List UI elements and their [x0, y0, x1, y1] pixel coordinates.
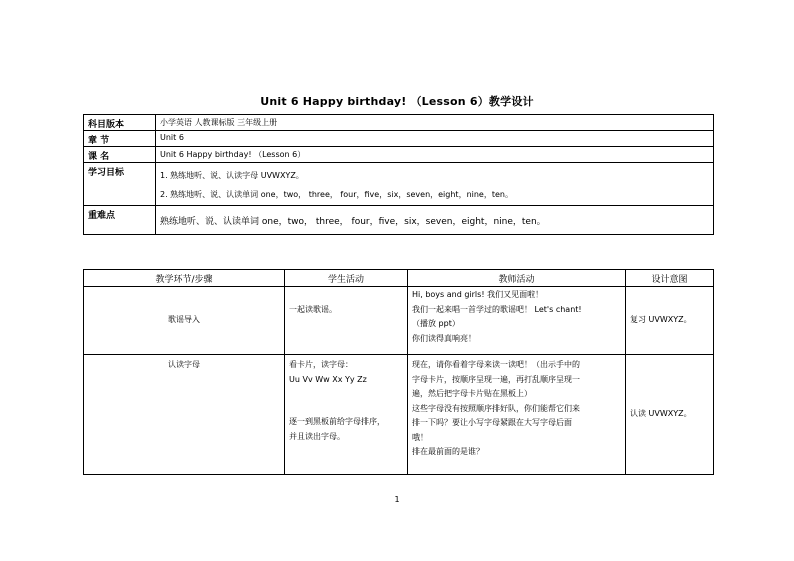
info-row-lesson: [84, 147, 714, 163]
info-label: 科目版本: [84, 115, 156, 131]
info-value: Unit 6: [156, 131, 714, 147]
teacher-cell: [408, 355, 626, 475]
teacher-line: 你们读得真响亮！: [412, 333, 476, 343]
goals-cell: [156, 163, 714, 206]
info-row-subject: [84, 115, 714, 131]
student-line: 看卡片，读字母：: [289, 360, 353, 369]
activity-row-chant: [84, 287, 714, 355]
goals-label: 学习目标: [84, 163, 156, 206]
info-label: 章 节: [84, 131, 156, 147]
header-teacher: 教师活动: [408, 270, 626, 287]
course-info-table: [83, 114, 714, 235]
teacher-line: 字母卡片，按顺序呈现一遍，再打乱顺序呈现一: [412, 374, 580, 384]
teacher-cell: [408, 287, 626, 355]
teacher-line: 现在，请你看着字母来读一读吧！（出示手中的: [412, 360, 580, 369]
info-value: 小学英语 人教课标版 三年级上册: [156, 115, 714, 131]
teacher-line: 遍，然后把字母卡片贴在黑板上）: [412, 389, 532, 398]
teacher-line: Hi, boys and girls! 我们又见面啦！: [412, 290, 544, 299]
header-intent: 设计意图: [626, 270, 714, 287]
step-cell: 歌谣导入: [84, 287, 285, 355]
focus-label: 重难点: [84, 206, 156, 235]
activity-table: [83, 269, 714, 475]
header-step: 教学环节/步骤: [84, 270, 285, 287]
teacher-line: 哦！: [412, 432, 428, 442]
teacher-line: （播放 ppt）: [412, 319, 460, 328]
activity-row-letters: [84, 355, 714, 475]
student-line: Uu Vv Ww Xx Yy Zz: [289, 374, 367, 384]
document-title: Unit 6 Happy birthday! （Lesson 6）教学设计: [260, 95, 534, 108]
info-row-focus: [84, 206, 714, 235]
info-row-chapter: [84, 131, 714, 147]
student-line: 并且读出字母。: [289, 431, 345, 441]
focus-value: 熟练地听、说、认读单词 one，two， three， four，five，six，seven，eight，nine，ten。: [156, 206, 714, 235]
step-cell: 认读字母: [84, 355, 285, 475]
page-number: 1: [394, 495, 400, 504]
teacher-line: 这些字母没有按照顺序排好队，你们能帮它们来: [412, 403, 580, 413]
teacher-line: 我们一起来唱一首学过的歌谣吧！ Let's chant!: [412, 304, 582, 314]
goal-item: 2. 熟练地听、说、认读单词 one，two， three， four，five，six，seven，eight，nine，ten。: [160, 190, 513, 199]
student-cell: 一起读歌谣。: [285, 287, 408, 355]
teacher-line: 排一下吗？要让小写字母紧跟在大写字母后面: [412, 418, 572, 427]
header-student: 学生活动: [285, 270, 408, 287]
intent-cell: 复习 UVWXYZ。: [626, 287, 714, 355]
intent-cell: 认读 UVWXYZ。: [626, 355, 714, 475]
student-cell: [285, 355, 408, 475]
student-line: 逐一到黑板前给字母排序，: [289, 417, 385, 426]
info-row-goals: [84, 163, 714, 206]
activity-header-row: [84, 270, 714, 287]
teacher-line: 排在最前面的是谁？: [412, 447, 484, 456]
goal-item: 1. 熟练地听、说、认读字母 UVWXYZ。: [160, 171, 304, 180]
info-value: Unit 6 Happy birthday! （Lesson 6）: [156, 147, 714, 163]
info-label: 课 名: [84, 147, 156, 163]
